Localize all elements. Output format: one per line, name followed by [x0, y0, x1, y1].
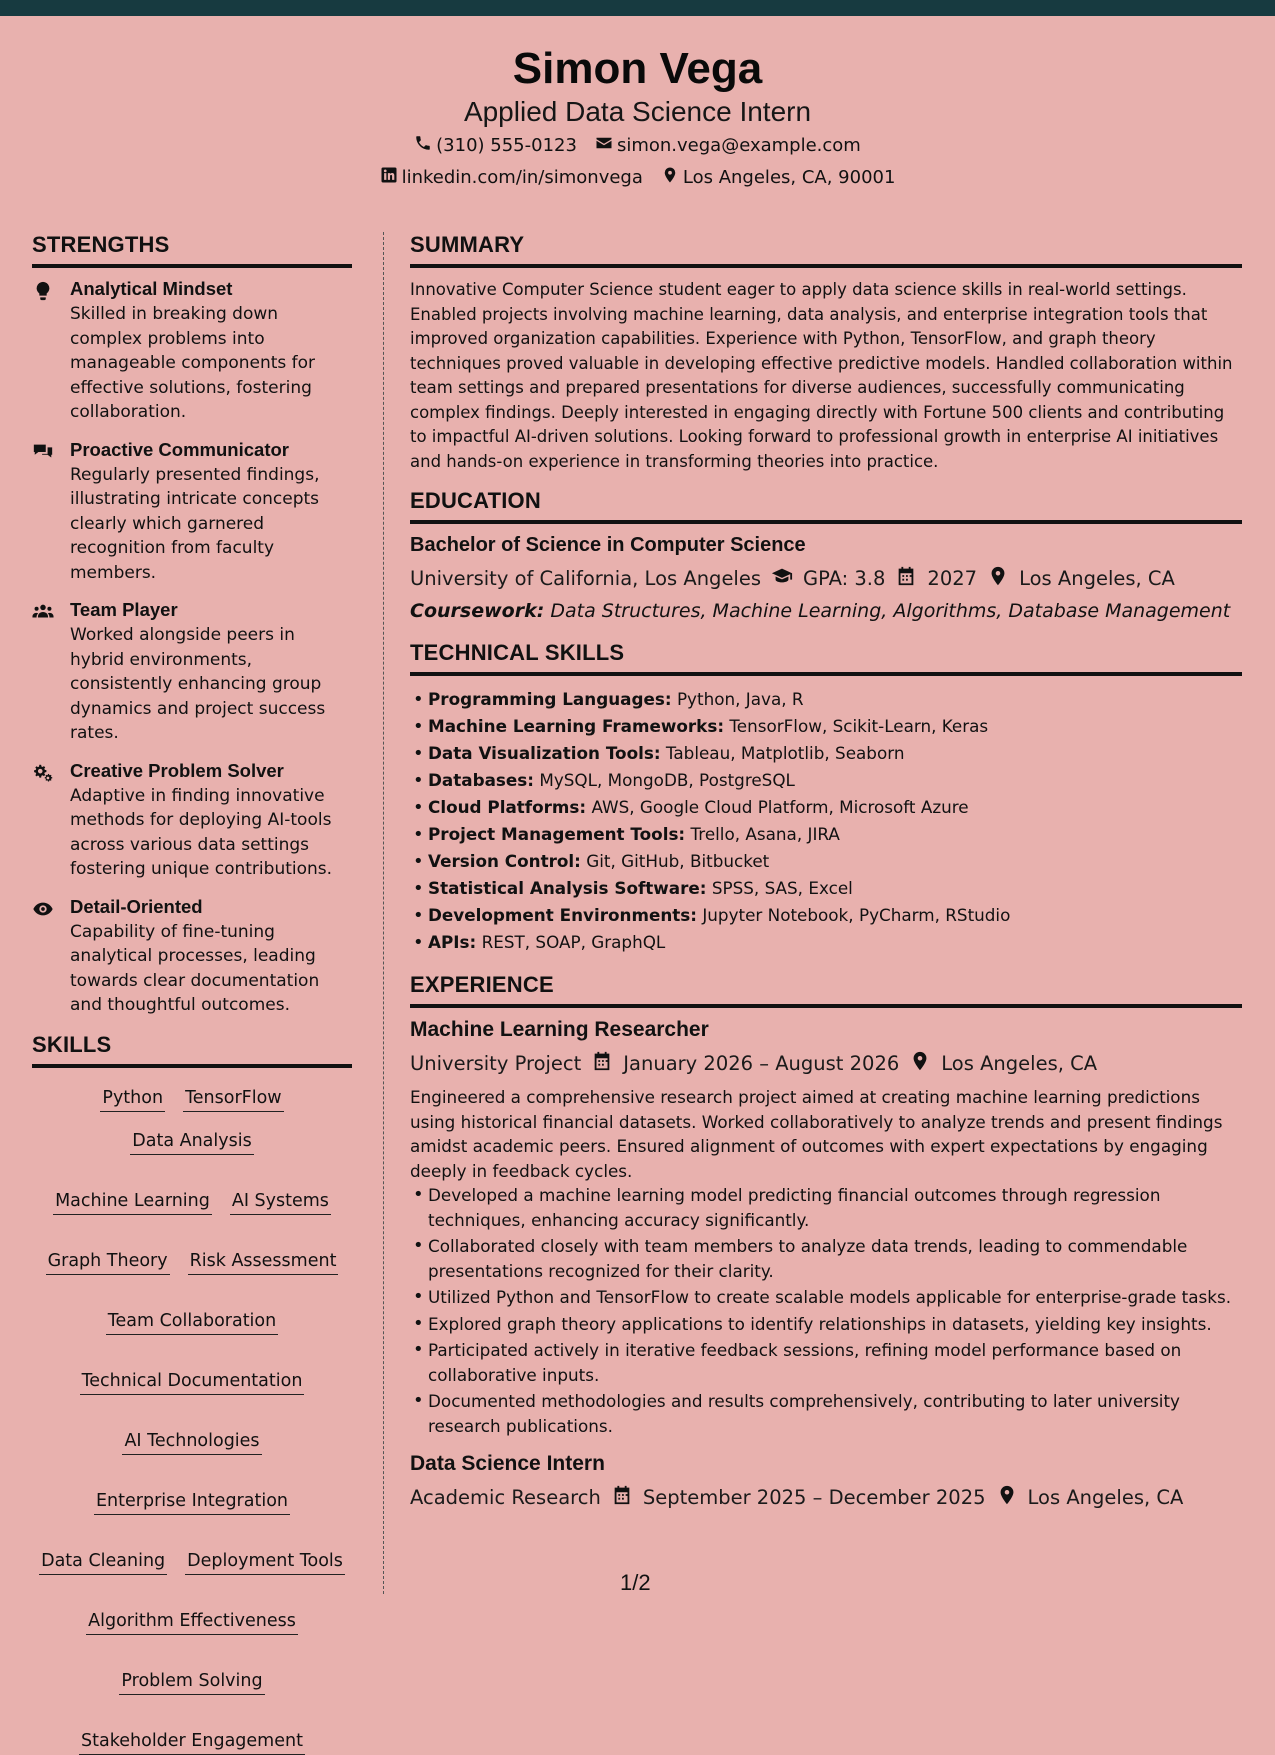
skill-tag: Deployment Tools — [185, 1549, 345, 1575]
contact-row-2 — [0, 166, 1275, 189]
job-location: Los Angeles, CA — [1027, 1486, 1184, 1509]
job-title: Data Science Intern — [410, 1452, 605, 1475]
strength-title: Analytical Mindset — [70, 278, 233, 299]
graduation-cap-icon — [771, 565, 793, 592]
strength-description: Capability of fine-tuning analytical processes, leading towards clear documentation and thoughtful outcomes. — [70, 921, 320, 1015]
map-marker-icon — [661, 166, 679, 189]
phone-contact — [414, 134, 577, 157]
gpa-text: GPA: 3.8 — [803, 567, 886, 590]
map-marker-icon — [909, 1050, 931, 1077]
strength-item — [32, 896, 352, 1018]
page-number: 1/2 — [620, 1570, 651, 1595]
strength-title: Team Player — [70, 599, 178, 620]
technical-skills-list — [410, 686, 1242, 956]
education-meta — [410, 565, 1242, 592]
linkedin-icon — [380, 166, 398, 189]
strength-title: Detail-Oriented — [70, 895, 203, 917]
technical-skill-label: Databases: — [428, 770, 535, 790]
gears-icon — [32, 760, 56, 882]
coursework — [410, 600, 1242, 622]
job-meta — [410, 1050, 1242, 1077]
strength-title: Creative Problem Solver — [70, 759, 284, 781]
strength-description: Adaptive in finding innovative methods for deploying AI-tools across various data settings fostering unique contributions. — [70, 785, 333, 879]
comments-icon — [32, 439, 56, 586]
technical-skill-label: Version Control: — [428, 851, 581, 871]
job-bullet: • Explored graph theory applications to identify relationships in datasets, yielding key insights. — [410, 1312, 1242, 1337]
candidate-role: Applied Data Science Intern — [463, 96, 812, 127]
contact-row-1 — [0, 134, 1275, 157]
skills-list — [32, 1078, 352, 1755]
users-icon — [32, 599, 56, 746]
technical-skill-label: Data Visualization Tools: — [428, 743, 661, 763]
job-bullet: • Utilized Python and TensorFlow to create scalable models applicable for enterprise-grade tasks. — [410, 1285, 1242, 1310]
phone-text: (310) 555-0123 — [436, 135, 577, 156]
skill-tag: TensorFlow — [183, 1086, 284, 1112]
strength-body — [70, 439, 352, 586]
technical-skill-item — [410, 713, 1242, 740]
summary-heading: SUMMARY — [410, 232, 1242, 268]
strength-item — [32, 599, 352, 746]
job-organization: University Project — [410, 1052, 582, 1075]
skills-heading: SKILLS — [32, 1032, 352, 1068]
education-heading: EDUCATION — [410, 488, 1242, 524]
coursework-list: Data Structures, Machine Learning, Algorithms, Database Management — [550, 600, 1231, 622]
degree-title: Bachelor of Science in Computer Science — [410, 534, 806, 556]
strengths-heading: STRENGTHS — [32, 232, 352, 268]
education-location: Los Angeles, CA — [1019, 567, 1175, 590]
map-marker-icon — [987, 565, 1009, 592]
skill-tag: Machine Learning — [53, 1189, 212, 1215]
technical-skill-item — [410, 848, 1242, 875]
job-description: Engineered a comprehensive research project aimed at creating machine learning predictions using historical financial datasets. Worked collaboratively to analyze trends and present findings amidst academic peers. Ensured alignment of outcomes with expert expectations by engaging deeply in feedback cycles. — [410, 1087, 1223, 1181]
technical-skill-label: Cloud Platforms: — [428, 797, 587, 817]
technical-skill-value: Python, Java, R — [676, 689, 804, 709]
technical-skill-item — [410, 686, 1242, 713]
skill-tag: Algorithm Effectiveness — [86, 1609, 298, 1635]
technical-skill-item — [410, 794, 1242, 821]
strength-description: Regularly presented findings, illustrating intricate concepts clearly which garnered recognition from faculty members. — [70, 464, 320, 583]
technical-skill-label: Statistical Analysis Software: — [428, 878, 707, 898]
technical-skill-item — [410, 929, 1242, 956]
skill-tag: Graph Theory — [46, 1249, 170, 1275]
skill-tag: Python — [100, 1086, 165, 1112]
strengths-list — [32, 278, 352, 1018]
job-dates: September 2025 – December 2025 — [642, 1486, 986, 1509]
lightbulb-icon — [32, 278, 56, 425]
skill-tag: AI Technologies — [122, 1429, 261, 1455]
strength-item — [32, 278, 352, 425]
technical-skill-value: AWS, Google Cloud Platform, Microsoft Azure — [591, 797, 969, 817]
strength-description: Skilled in breaking down complex problems into manageable components for effective solutions, fostering collaboration. — [70, 304, 316, 422]
strength-body — [70, 599, 352, 746]
strength-body — [70, 760, 352, 882]
email-contact[interactable] — [595, 134, 861, 157]
map-marker-icon — [996, 1484, 1018, 1511]
school-name: University of California, Los Angeles — [410, 567, 762, 590]
summary-text: Innovative Computer Science student eager to apply data science skills in real-world settings. Enabled projects involving machine learning, data analysis, and enterprise integration tools that improved organization capabilities. Experience with Python, TensorFlow, and graph theory techniques proved valuable in developing effective predictive models. Handled collaboration within team settings and prepared presentations for diverse audiences, successfully communicating complex findings. Deeply interested in engaging directly with Fortune 500 clients and contributing to impactful AI-driven solutions. Looking forward to professional growth in enterprise AI initiatives and hands-on experience in transforming theories into practice. — [410, 280, 1233, 471]
strength-item — [32, 439, 352, 586]
job-meta — [410, 1484, 1242, 1511]
job-bullet: • Participated actively in iterative feedback sessions, refining model performance based on collaborative inputs. — [410, 1338, 1242, 1387]
left-column — [32, 232, 352, 1755]
calendar-icon — [591, 1050, 613, 1077]
linkedin-text[interactable]: linkedin.com/in/simonvega — [401, 167, 643, 188]
skill-tag: AI Systems — [230, 1189, 331, 1215]
technical-skill-value: MySQL, MongoDB, PostgreSQL — [539, 770, 795, 790]
graduation-year: 2027 — [927, 567, 978, 590]
calendar-icon — [611, 1484, 633, 1511]
resume-header — [0, 16, 1275, 204]
coursework-label: Coursework: — [410, 600, 545, 622]
job-organization: Academic Research — [410, 1486, 601, 1509]
technical-skill-value: Git, GitHub, Bitbucket — [586, 851, 770, 871]
job-dates: January 2026 – August 2026 — [623, 1052, 900, 1075]
technical-skill-item — [410, 875, 1242, 902]
technical-skill-label: Development Environments: — [428, 905, 697, 925]
technical-skill-item — [410, 767, 1242, 794]
skill-tag: Enterprise Integration — [94, 1489, 290, 1515]
location-text: Los Angeles, CA, 90001 — [682, 167, 896, 188]
phone-icon — [414, 134, 432, 157]
technical-skill-item — [410, 902, 1242, 929]
linkedin-contact[interactable] — [380, 166, 643, 189]
job-bullets — [410, 1183, 1242, 1438]
technical-skill-value: Tableau, Matplotlib, Seaborn — [665, 743, 905, 763]
top-accent-bar — [0, 0, 1275, 16]
right-column — [410, 232, 1242, 1519]
skill-tag: Risk Assessment — [188, 1249, 339, 1275]
column-divider — [383, 232, 384, 1594]
location-contact — [661, 166, 896, 189]
strength-body — [70, 896, 352, 1018]
technical-skill-label: Machine Learning Frameworks: — [428, 716, 725, 736]
strength-body — [70, 278, 352, 425]
eye-icon — [32, 896, 56, 1018]
job-bullet: • Documented methodologies and results comprehensively, contributing to later university research publications. — [410, 1389, 1242, 1438]
technical-skill-item — [410, 740, 1242, 767]
technical-skill-value: Jupyter Notebook, PyCharm, RStudio — [702, 905, 1011, 925]
strength-item — [32, 760, 352, 882]
technical-skill-value: Trello, Asana, JIRA — [690, 824, 840, 844]
email-text[interactable]: simon.vega@example.com — [616, 135, 861, 156]
skill-tag: Problem Solving — [119, 1669, 264, 1695]
skill-tag: Data Cleaning — [39, 1549, 167, 1575]
job-entry — [410, 1018, 1242, 1438]
candidate-name: Simon Vega — [512, 44, 763, 93]
job-entry — [410, 1452, 1242, 1511]
skill-tag: Stakeholder Engagement — [79, 1729, 305, 1755]
technical-skill-value: REST, SOAP, GraphQL — [481, 932, 666, 952]
technical-skill-label: Project Management Tools: — [428, 824, 686, 844]
skill-tag: Data Analysis — [130, 1129, 253, 1155]
technical-skill-value: SPSS, SAS, Excel — [711, 878, 853, 898]
job-title: Machine Learning Researcher — [410, 1018, 709, 1041]
skill-tag: Technical Documentation — [80, 1369, 305, 1395]
technical-skill-value: TensorFlow, Scikit-Learn, Keras — [729, 716, 989, 736]
experience-heading: EXPERIENCE — [410, 972, 1242, 1008]
job-bullet: • Collaborated closely with team members to analyze data trends, leading to commendable presentations recognized for their clarity. — [410, 1234, 1242, 1283]
strength-description: Worked alongside peers in hybrid environments, consistently enhancing group dynamics and project success rates. — [70, 625, 326, 743]
skill-tag: Team Collaboration — [106, 1309, 278, 1335]
job-location: Los Angeles, CA — [941, 1052, 1098, 1075]
calendar-icon — [895, 565, 917, 592]
strength-title: Proactive Communicator — [70, 438, 289, 460]
envelope-icon — [595, 134, 613, 157]
technical-skill-label: Programming Languages: — [428, 689, 672, 709]
technical-skill-label: APIs: — [428, 932, 477, 952]
technical-skill-item — [410, 821, 1242, 848]
technical-skills-heading: TECHNICAL SKILLS — [410, 640, 1242, 676]
job-bullet: • Developed a machine learning model predicting financial outcomes through regression techniques, enhancing accuracy significantly. — [410, 1183, 1242, 1232]
